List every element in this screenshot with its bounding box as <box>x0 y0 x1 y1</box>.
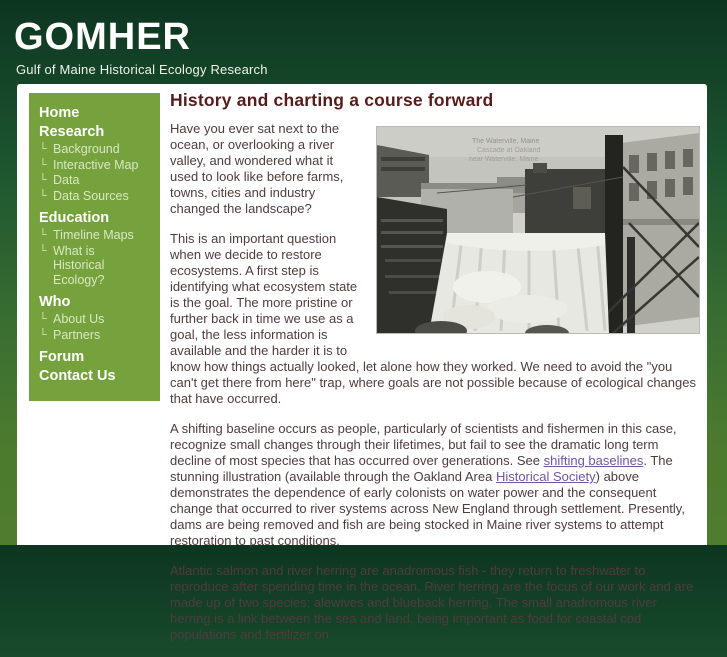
sidebar-item-education[interactable]: Education <box>39 210 110 226</box>
anadromous-fish-paragraph: Atlantic salmon and river herring are anadromous fish - they return to freshwater to reproduce after spending time in the ocean. River herring are the focus of our work and are made up of two species: alewives and blueback herring. The small anadromous river herring is a link between the sea and land, being important as food for coastal cod populations and fertilizer on <box>170 563 694 642</box>
branch-icon: └ <box>39 244 47 257</box>
site-logo-title[interactable]: GOMHER <box>14 16 191 58</box>
restore-ecosystems-paragraph: This is an important question when we decide to restore ecosystems. A first step is identifying what ecosystem state is the goal. The more pristine or further back in time we use as a goal, the less information is available and the harder it is to know how things actually looked, let alone how they worked. We need to avoid the "you can't get there from here" trap, where goals are not possible because of ecological changes that have occurred. <box>170 231 696 406</box>
sidebar-item-about-us[interactable]: └ About Us <box>39 312 105 326</box>
photo-caption-line1: The Waterville, Maine <box>472 138 540 145</box>
paragraph-text: . The stunning illustration (available through the Oakland Area <box>170 453 673 484</box>
branch-icon: └ <box>39 229 47 241</box>
site-tagline: Gulf of Maine Historical Ecology Research <box>16 62 268 77</box>
sidebar-item-data[interactable]: └ Data <box>39 173 80 187</box>
sidebar-item-who[interactable]: Who <box>39 294 71 310</box>
sidebar-item-what-is-historical-ecology[interactable]: └ What is Historical Ecology? <box>39 243 105 287</box>
paragraph-text: A shifting baseline occurs as people, particularly of scientists and fishermen in this case, recognize small changes through their lifetimes, but fail to see the dramatic long term decline of most species that has occurred over generations. See <box>170 421 677 468</box>
photo-caption-line2: Cascade at Oakland <box>477 147 541 154</box>
branch-icon: └ <box>39 189 47 202</box>
sidebar-item-interactive-map[interactable]: └ Interactive Map <box>39 157 139 172</box>
intro-paragraph: Have you ever sat next to the ocean, or overlooking a river valley, and wondered what it used to look like before farms, towns, cities and industry changed the landscape? <box>170 121 344 216</box>
sidebar-item-partners[interactable]: └ Partners <box>39 327 101 342</box>
shifting-baselines-link[interactable]: shifting baselines <box>543 453 644 468</box>
sidebar-item-forum[interactable]: Forum <box>39 349 85 365</box>
shifting-baseline-paragraph <box>170 421 700 549</box>
sidebar-item-data-sources[interactable]: └ Data Sources <box>39 188 129 203</box>
branch-icon: └ <box>39 174 47 186</box>
sidebar-item-research[interactable]: Research <box>39 124 105 140</box>
content-panel <box>17 84 707 642</box>
sidebar-nav <box>29 93 160 401</box>
main-content <box>170 90 700 657</box>
photo-caption-line3: near Waterville, Maine <box>469 156 539 163</box>
branch-icon: └ <box>39 313 47 325</box>
site-header <box>0 0 727 84</box>
branch-icon: └ <box>39 143 47 155</box>
sidebar-item-timeline-maps[interactable]: └ Timeline Maps <box>39 228 134 242</box>
historical-society-link[interactable]: Historical Society <box>495 469 596 484</box>
sidebar-item-home[interactable]: Home <box>39 105 80 121</box>
historic-dam-photo <box>376 126 700 334</box>
page-title: History and charting a course forward <box>170 90 494 110</box>
branch-icon: └ <box>39 328 47 341</box>
paragraph-text: ) above demonstrates the dependence of early colonists on water power and the consequent change that occurred to river systems across New England through settlement. Presently, dams are being removed and fish are being stocked in Maine river systems to attempt restoration to past conditions. <box>170 469 685 548</box>
sidebar-item-background[interactable]: └ Background <box>39 142 120 156</box>
sidebar-item-contact-us[interactable]: Contact Us <box>39 368 116 384</box>
branch-icon: └ <box>39 158 47 171</box>
